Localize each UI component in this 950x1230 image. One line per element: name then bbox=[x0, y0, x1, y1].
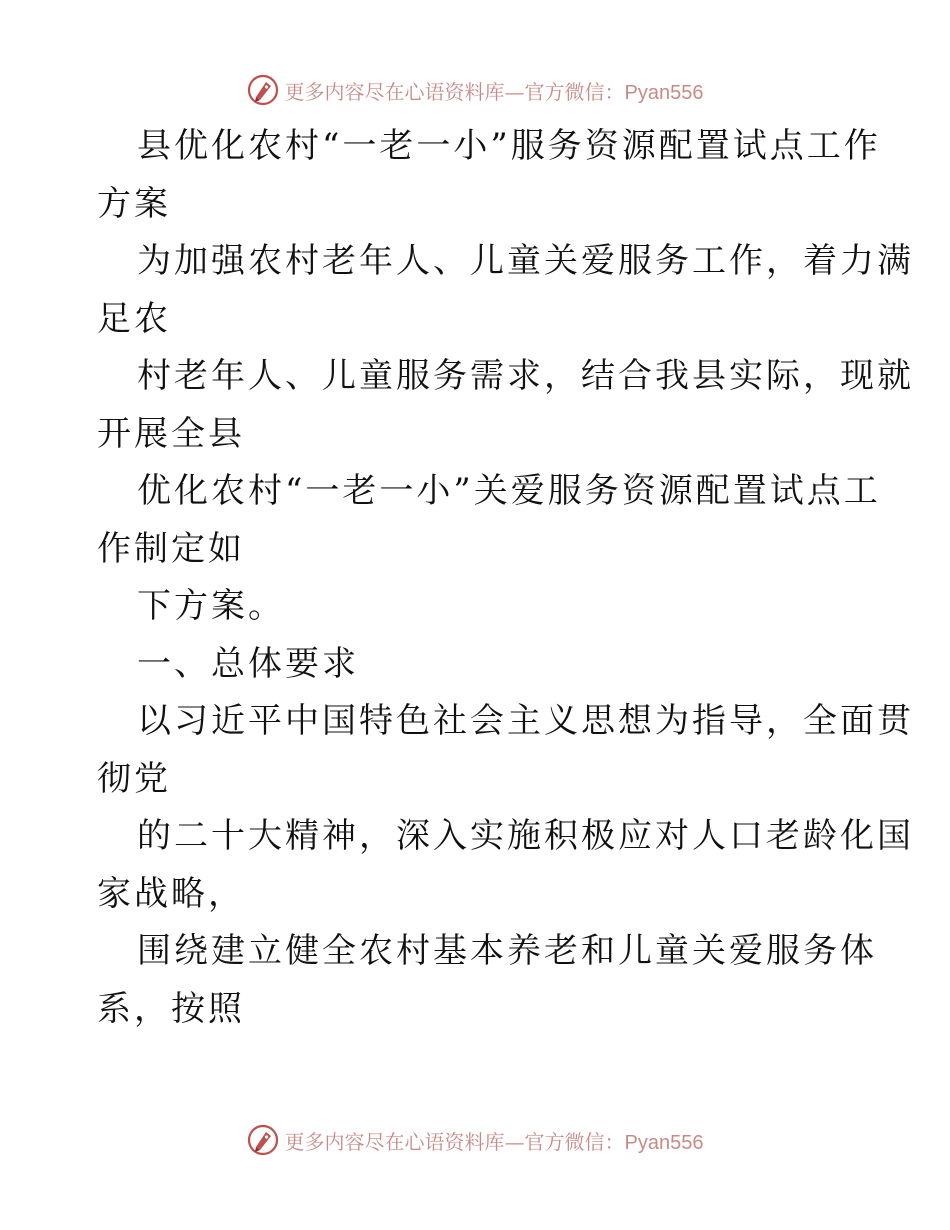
document-body bbox=[97, 118, 914, 1038]
watermark-wechat-id: Pyan556 bbox=[624, 1131, 704, 1154]
pen-nib-logo-icon bbox=[247, 1124, 279, 1156]
document-line: 优化农村“一老一小”关爱服务资源配置试点工 bbox=[137, 471, 881, 511]
watermark-text bbox=[285, 76, 704, 105]
document-line: 作制定如 bbox=[97, 528, 245, 569]
document-line: 家战略， bbox=[97, 873, 245, 914]
watermark-text bbox=[285, 1126, 704, 1155]
document-line: 村老年人、儿童服务需求，结合我县实际，现就 bbox=[137, 356, 914, 396]
document-line: 以习近平中国特色社会主义思想为指导，全面贯 bbox=[137, 701, 914, 741]
document-line: 足农 bbox=[97, 298, 171, 339]
footer-watermark bbox=[0, 1120, 950, 1160]
watermark-separator: — bbox=[504, 79, 525, 104]
document-line: 县优化农村“一老一小”服务资源配置试点工作 bbox=[137, 126, 881, 166]
document-line: 方案 bbox=[97, 183, 171, 224]
watermark-contact: 官方微信： bbox=[524, 79, 625, 104]
document-line: 为加强农村老年人、儿童关爱服务工作，着力满 bbox=[137, 241, 914, 281]
document-line: 系，按照 bbox=[97, 988, 245, 1029]
document-line: 下方案。 bbox=[137, 586, 285, 626]
watermark-main: 更多内容尽在心语资料库 bbox=[284, 79, 505, 104]
section-heading: 一、总体要求 bbox=[137, 643, 359, 684]
document-line: 开展全县 bbox=[97, 413, 245, 454]
watermark-contact: 官方微信： bbox=[524, 1129, 625, 1154]
watermark-main: 更多内容尽在心语资料库 bbox=[284, 1129, 505, 1154]
document-line: 彻党 bbox=[97, 758, 171, 799]
pen-nib-logo-icon bbox=[247, 74, 279, 106]
header-watermark bbox=[0, 70, 950, 110]
document-line: 围绕建立健全农村基本养老和儿童关爱服务体 bbox=[137, 931, 877, 971]
document-line: 的二十大精神，深入实施积极应对人口老龄化国 bbox=[137, 816, 914, 856]
watermark-separator: — bbox=[504, 1129, 525, 1154]
watermark-wechat-id: Pyan556 bbox=[624, 81, 704, 104]
